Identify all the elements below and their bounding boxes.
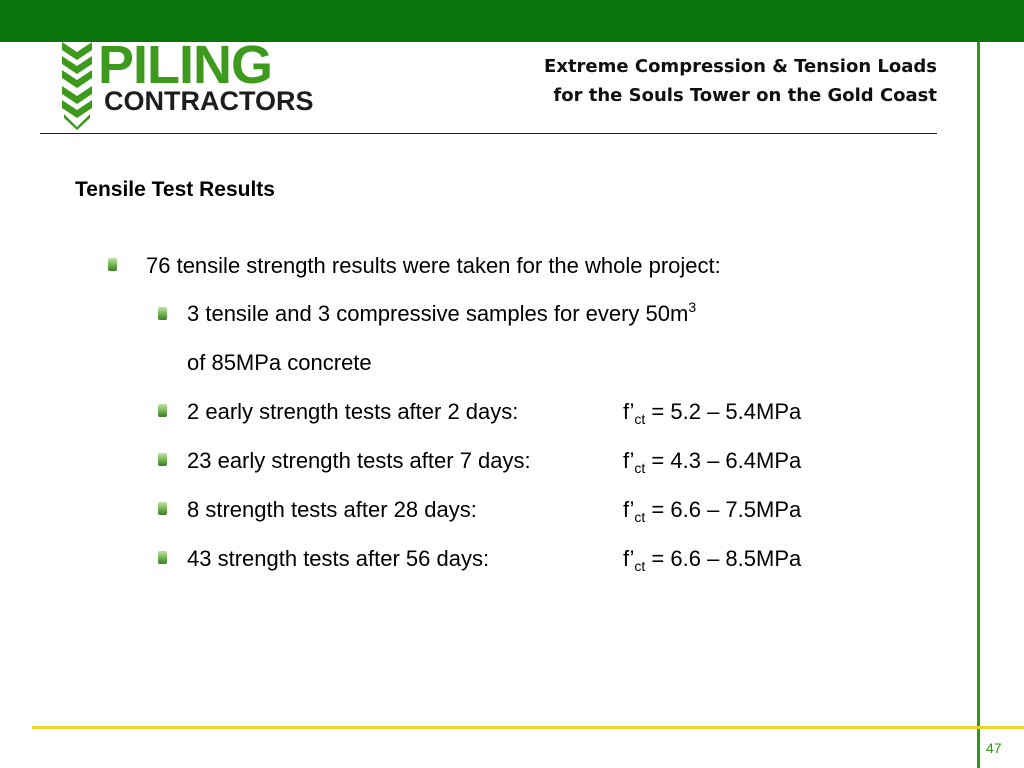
result-range: = 6.6 – 7.5MPa [645, 497, 802, 522]
result-subscript: ct [634, 509, 646, 525]
result-range: = 5.2 – 5.4MPa [645, 399, 802, 424]
result-value [623, 495, 801, 525]
result-label: 2 early strength tests after 2 days: [187, 399, 519, 424]
bullet-icon [108, 258, 117, 271]
sample-bullet-text [187, 299, 696, 329]
result-subscript: ct [634, 558, 646, 574]
result-symbol: f’ [623, 497, 635, 522]
result-value [623, 446, 801, 476]
bullet-icon [158, 453, 167, 466]
result-label: 8 strength tests after 28 days: [187, 497, 477, 522]
page-number: 47 [986, 740, 1002, 756]
bullet-icon [158, 551, 167, 564]
slide-title-line-1: Extreme Compression & Tension Loads [544, 56, 937, 77]
sample-text: 3 tensile and 3 compressive samples for every 50m [187, 301, 689, 326]
result-value [623, 544, 801, 574]
main-bullet-text: 76 tensile strength results were taken for the whole project: [146, 253, 721, 278]
slide-title-line-2: for the Souls Tower on the Gold Coast [553, 85, 937, 106]
result-label: 43 strength tests after 56 days: [187, 546, 490, 571]
result-symbol: f’ [623, 546, 635, 571]
bullet-icon [158, 307, 167, 320]
result-range: = 6.6 – 8.5MPa [645, 546, 802, 571]
bullet-icon [158, 502, 167, 515]
result-value [623, 397, 801, 427]
result-symbol: f’ [623, 448, 635, 473]
result-label: 23 early strength tests after 7 days: [187, 448, 531, 473]
footer-rule [32, 726, 1024, 729]
result-subscript: ct [634, 411, 646, 427]
right-vertical-rule [977, 42, 980, 768]
result-symbol: f’ [623, 399, 635, 424]
result-range: = 4.3 – 6.4MPa [645, 448, 802, 473]
bullet-icon [158, 404, 167, 417]
sample-continuation-text: of 85MPa concrete [187, 350, 372, 375]
result-subscript: ct [634, 460, 646, 476]
company-logo [60, 35, 325, 130]
sample-superscript: 3 [688, 299, 697, 315]
header-divider [40, 133, 937, 134]
logo-wordmark-piling: PILING [98, 35, 273, 95]
slide-title [517, 52, 937, 110]
section-heading: Tensile Test Results [75, 178, 275, 201]
logo-wordmark-contractors: CONTRACTORS [104, 86, 314, 116]
chevron-stack-icon [60, 38, 94, 130]
